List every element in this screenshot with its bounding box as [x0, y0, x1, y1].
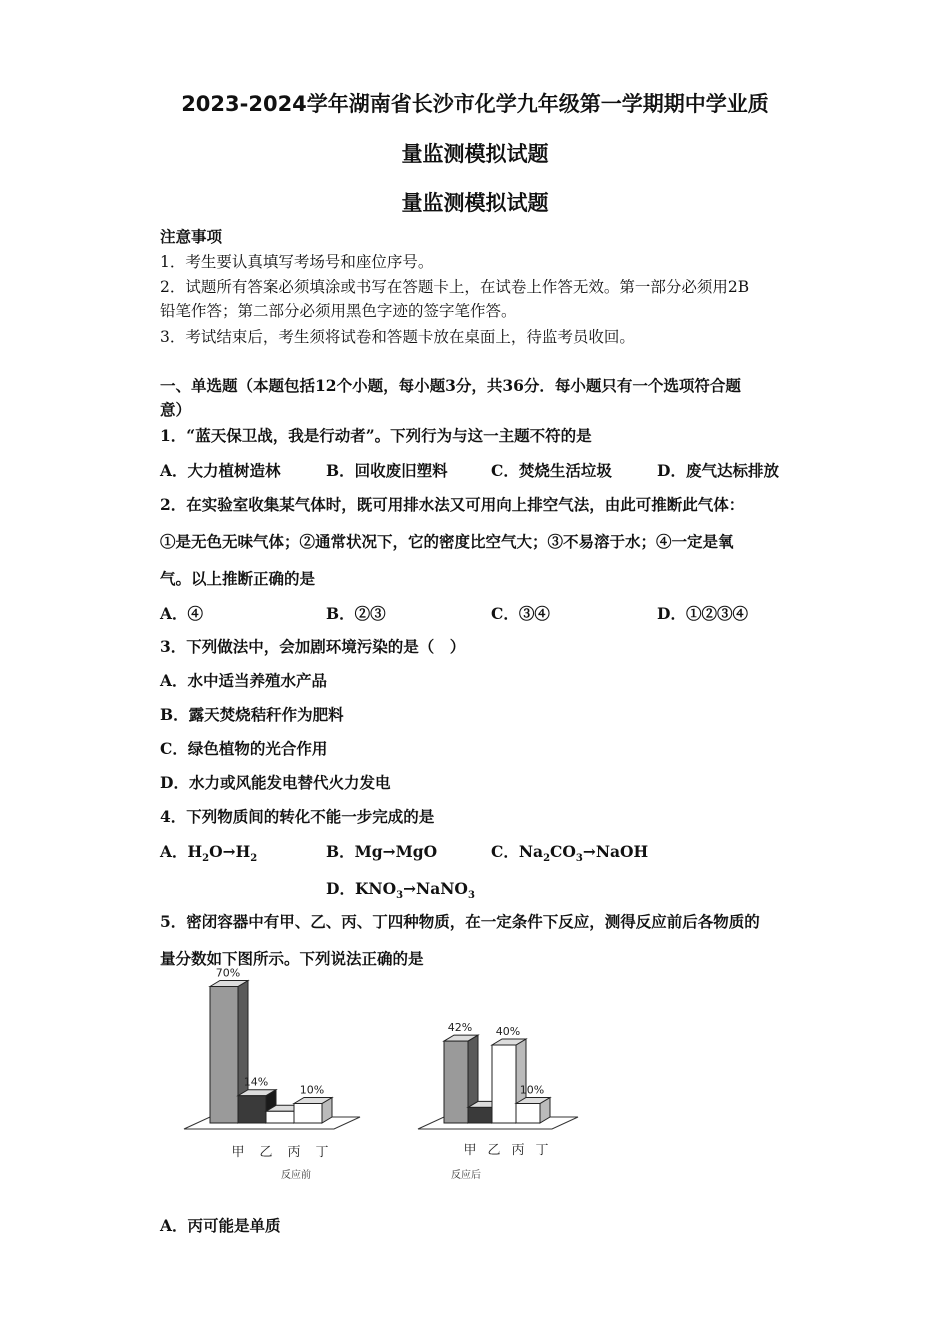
- q4-option-b: B．Mg→MgO: [326, 842, 438, 861]
- chart-before: [178, 966, 368, 1192]
- q2-stem-cont: ①是无色无味气体；②通常状况下，它的密度比空气大；③不易溶于水；④一定是氧: [160, 532, 734, 551]
- bar-3: [294, 1104, 322, 1124]
- category-label-1: 乙: [259, 1145, 273, 1160]
- q3-option-a: A．水中适当养殖水产品: [160, 671, 328, 690]
- q4-c-sub: 2: [543, 853, 551, 865]
- q1-stem: 1．“蓝天保卫战，我是行动者”。下列行为与这一主题不符的是: [160, 426, 592, 445]
- bar-1: [238, 1096, 266, 1123]
- q2-option-a: A．④: [160, 604, 204, 623]
- q2-option-b: B．②③: [326, 604, 386, 623]
- q4-stem: 4．下列物质间的转化不能一步完成的是: [160, 807, 435, 826]
- q4-c-text3: →NaOH: [582, 842, 649, 861]
- q5-stem-cont: 量分数如下图所示。下列说法正确的是: [160, 949, 424, 968]
- chart-before-svg: [178, 966, 368, 1188]
- section1-heading: 一、单选题（本题包括12个小题，每小题3分，共36分．每小题只有一个选项符合题: [160, 376, 741, 395]
- q1-option-c: C．焚烧生活垃圾: [491, 461, 612, 480]
- q4-c-text: C．Na: [491, 842, 544, 861]
- q1-option-a: A．大力植树造林: [160, 461, 281, 480]
- q4-a-text2: O→H: [209, 842, 251, 861]
- q4-d-text2: →NaNO: [403, 879, 468, 898]
- category-label-0: 甲: [231, 1145, 245, 1160]
- category-label-1: 乙: [487, 1143, 501, 1158]
- q5-option-a: A．丙可能是单质: [160, 1216, 281, 1235]
- q4-c-text2: CO: [550, 842, 576, 861]
- category-label-3: 丁: [535, 1143, 549, 1158]
- q4-option-a: [160, 840, 257, 864]
- notice-heading: 注意事项: [160, 227, 223, 246]
- data-label-3: 10%: [519, 1083, 545, 1097]
- notice-item-3: 3．考试结束后，考生须将试卷和答题卡放在桌面上，待监考员收回。: [160, 328, 635, 346]
- exam-title-line1: 2023-2024学年湖南省长沙市化学九年级第一学期期中学业质: [181, 92, 769, 116]
- notice-item-2-cont: 铅笔作答；第二部分必须用黑色字迹的签字笔作答。: [160, 302, 517, 320]
- chart-title: 反应前: [281, 1170, 311, 1181]
- bar-0: [210, 987, 238, 1124]
- section1-heading-cont: 意）: [160, 400, 192, 419]
- q4-c-sub2: 3: [575, 853, 583, 865]
- q4-option-c: [491, 840, 648, 864]
- q3-option-d: D．水力或风能发电替代火力发电: [160, 773, 391, 792]
- chart-after: [412, 1018, 582, 1192]
- bar-0: [444, 1041, 468, 1123]
- bar-2: [492, 1045, 516, 1123]
- q3-stem: 3．下列做法中，会加剧环境污染的是（ ）: [160, 637, 466, 656]
- q4-option-d: [326, 877, 475, 901]
- category-label-2: 丙: [287, 1145, 301, 1160]
- q2-option-d: D．①②③④: [657, 604, 748, 623]
- q3-option-b: B．露天焚烧秸秆作为肥料: [160, 705, 344, 724]
- q3-option-c: C．绿色植物的光合作用: [160, 739, 328, 758]
- q5-stem: 5．密闭容器中有甲、乙、丙、丁四种物质，在一定条件下反应，测得反应前后各物质的: [160, 912, 760, 931]
- q2-stem: 2．在实验室收集某气体时，既可用排水法又可用向上排空气法，由此可推断此气体：: [160, 495, 745, 514]
- notice-item-2: 2．试题所有答案必须填涂或书写在答题卡上，在试卷上作答无效。第一部分必须用2B: [160, 278, 750, 296]
- q2-stem-cont2: 气。以上推断正确的是: [160, 569, 316, 588]
- data-label-1: 14%: [243, 1075, 269, 1089]
- q1-option-b: B．回收废旧塑料: [326, 461, 448, 480]
- data-label-2: 40%: [495, 1025, 521, 1038]
- data-label-0: 70%: [215, 966, 241, 980]
- category-label-3: 丁: [315, 1145, 329, 1160]
- q4-d-sub2: 3: [467, 890, 475, 902]
- data-label-3: 10%: [299, 1083, 325, 1097]
- category-label-2: 丙: [511, 1143, 525, 1158]
- q4-a-text: A．H: [160, 842, 203, 861]
- q4-a-sub2: 2: [250, 853, 258, 865]
- bar-1: [468, 1107, 492, 1123]
- notice-item-1: 1．考生要认真填写考场号和座位序号。: [160, 253, 434, 271]
- data-label-0: 42%: [447, 1021, 473, 1035]
- exam-title-line2: 量监测模拟试题: [401, 142, 549, 166]
- q4-d-text: D．KNO: [326, 879, 397, 898]
- category-label-0: 甲: [463, 1143, 477, 1158]
- chart-title: 反应后: [451, 1170, 481, 1181]
- q4-d-sub: 3: [396, 890, 404, 902]
- bar-3: [516, 1104, 540, 1124]
- exam-title-line3: 量监测模拟试题: [401, 191, 549, 215]
- bar-2: [266, 1111, 294, 1123]
- q4-a-sub: 2: [202, 853, 210, 865]
- q2-option-c: C．③④: [491, 604, 550, 623]
- chart-after-svg: [412, 1018, 582, 1188]
- q1-option-d: D．废气达标排放: [657, 461, 779, 480]
